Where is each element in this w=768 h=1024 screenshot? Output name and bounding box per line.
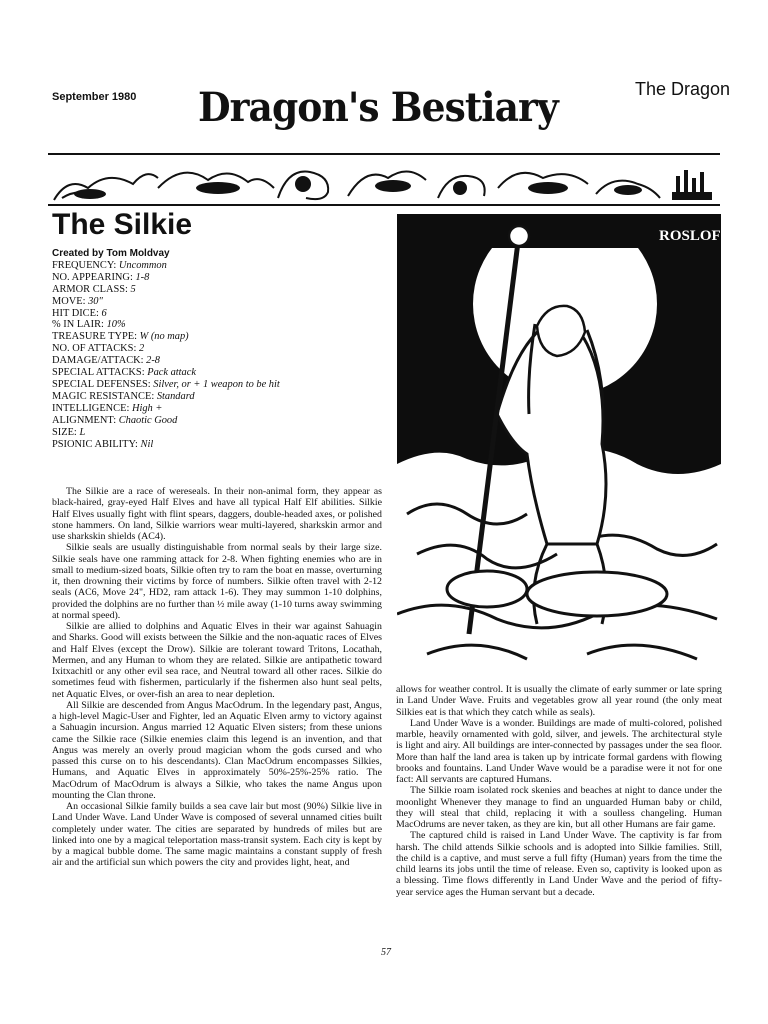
- stat-label: ALIGNMENT:: [52, 414, 117, 426]
- stat-row: [52, 427, 370, 439]
- byline: Created by Tom Moldvay: [52, 248, 170, 259]
- stat-label: PSIONIC ABILITY:: [52, 438, 138, 450]
- right-column-text: [396, 684, 722, 898]
- left-column-text: [52, 486, 382, 869]
- stat-value: Nil: [140, 438, 154, 450]
- stat-label: HIT DICE:: [52, 307, 99, 319]
- stat-value: 30": [88, 295, 103, 307]
- issue-date: September 1980: [52, 91, 137, 103]
- stat-label: MAGIC RESISTANCE:: [52, 390, 155, 402]
- stat-row: [52, 355, 370, 367]
- stat-value: 6: [101, 307, 107, 319]
- stat-row: [52, 319, 370, 331]
- body-paragraph: The Silkie roam isolated rock skenies and beaches at night to dance under the moonlight Whenever they manage to find an unguarded Human baby or child, they will steal that child, replacing it with a soulless changeling. Human MacOdrums are never taken, as they are kin, but all other Humans are fair game.: [396, 785, 722, 830]
- silkie-illustration: [397, 214, 721, 676]
- body-paragraph: Silkie are allied to dolphins and Aquatic Elves in their war against Sahuagin and Sharks. Good will exists between the Silkie and the non-aquatic races of Elves and Half Elves (except the Drow). Silkie are tolerant toward Tritons, Locathah, Mermen, and any Human to whom they are related. Silkie are antipathetic toward Ixitxachitl or any other evil sea race, and Neutral toward all other races. Silkie do sometimes feud with fishermen, particularly if the fishermen also hunt seal pelts, net Aquatic Elves, or over-fish an area to near depletion.: [52, 621, 382, 700]
- stat-value: Uncommon: [118, 259, 167, 271]
- stat-value: 5: [130, 283, 136, 295]
- stat-row: [52, 331, 370, 343]
- stat-rows: [52, 260, 370, 451]
- stat-value: 2: [138, 343, 145, 355]
- article-title: The Silkie: [52, 208, 193, 241]
- stat-value: W (no map): [139, 331, 189, 343]
- stat-label: % IN LAIR:: [52, 319, 104, 331]
- stat-value: 1-8: [135, 271, 150, 283]
- stat-value: Silver, or + 1 weapon to be hit: [153, 378, 280, 390]
- frieze-bottom-rule: [48, 204, 720, 206]
- stat-row: [52, 260, 370, 272]
- stat-value: Pack attack: [147, 367, 196, 379]
- monster-frieze-illustration: [48, 158, 720, 204]
- stat-row: [52, 439, 370, 451]
- body-paragraph: Silkie seals are usually distinguishable from normal seals by their large size. Silkie seals have one ramming attack for 2-8. When fighting enemies who are in small to medium-sized boats, Silkie often try to ram the boat en masse, overturning it, then drowning their victims by force of numbers. Silkie often travel with 2-12 seals (AC6, Move 24", HD2, ram attack 1-6). They may summon 1-10 dolphins, provided the dolphins are no further than ½ mile away (1-10 turns away swimming at normal speed).: [52, 542, 382, 621]
- stat-value: 10%: [106, 319, 126, 331]
- stat-label: SPECIAL DEFENSES:: [52, 378, 151, 390]
- body-paragraph: allows for weather control. It is usually the climate of early summer or late spring in Land Under Wave. Fruits and vegetables grow all year round (the only meat Silkies eat is that which they catch while as seals).: [396, 684, 722, 718]
- stat-label: DAMAGE/ATTACK:: [52, 355, 144, 367]
- body-paragraph: The captured child is raised in Land Under Wave. The captivity is far from harsh. The child attends Silkie schools and is adopted into Silkie families. Still, the child is a captive, and must serve a full fifty (Human) years from the time the child learns its jobs until the time of release. Even so, captivity is looked upon as a blessing. Time flows differently in Land Under Wave and the period of fifty-year service ages the Human servant but a decade.: [396, 830, 722, 898]
- body-paragraph: The Silkie are a race of wereseals. In their non-animal form, they appear as black-haired, gray-eyed Half Elves and have all typical Half Elf abilities. Silkie Half Elves usually fight with flint spears, daggers, double-headed axes, or polished stone hammers. On land, Silkie warriors wear multi-layered, sharkskin armor and use sharkskin shields (AC4).: [52, 486, 382, 542]
- stat-row: [52, 391, 370, 403]
- stat-label: SPECIAL ATTACKS:: [52, 367, 145, 379]
- stat-row: [52, 308, 370, 320]
- stat-row: [52, 415, 370, 427]
- stat-label: NO. OF ATTACKS:: [52, 343, 137, 355]
- stat-value: High +: [131, 402, 163, 414]
- body-paragraph: Land Under Wave is a wonder. Buildings are made of multi-colored, polished marble, heavily ornamented with gold, silver, and jewels. The architectural style is light and airy. All buildings are inter-connected by passages under the sea floor. More than half the land area is taken up by intricate formal gardens with flowing brooks and fountains. Land Under Wave would be a paradise were it not for one fact: All servants are captured Humans.: [396, 717, 722, 785]
- stat-label: FREQUENCY:: [52, 259, 117, 271]
- stat-label: INTELLIGENCE:: [52, 402, 130, 414]
- stat-row: [52, 379, 370, 391]
- stat-label: ARMOR CLASS:: [52, 283, 128, 295]
- stat-label: TREASURE TYPE:: [52, 331, 137, 343]
- stat-value: Standard: [156, 390, 195, 402]
- artist-signature: ROSLOF: [659, 228, 721, 244]
- stat-value: L: [79, 426, 86, 438]
- stat-label: SIZE:: [52, 426, 77, 438]
- stat-label: MOVE:: [52, 295, 86, 307]
- stat-row: [52, 272, 370, 284]
- stat-value: 2-8: [146, 355, 160, 367]
- stat-row: [52, 284, 370, 296]
- stat-block: [52, 248, 370, 450]
- magazine-name: The Dragon: [635, 79, 731, 99]
- body-paragraph: All Silkie are descended from Angus MacOdrum. In the legendary past, Angus, a high-level Magic-User and Fighter, led an Aquatic Elven army to victory against a Sahuagin incursion. Angus married 12 Aquatic Elven sisters; from these unions came the Silkie race (Silkie enemies claim this legend is an invention, and that Angus was merely an overly proud magician whom the gods cursed and who passed this curse on to his descendants). Clan MacOdrum encompasses Silkies, Humans, and Aquatic Elves in approximately 50%-25%-25% ratio. The MacOdrum of MacOdrum is always a Silkie, who takes the name Angus upon mounting the Clan throne.: [52, 699, 382, 801]
- stat-row: [52, 367, 370, 379]
- stat-row: [52, 296, 370, 308]
- body-paragraph: An occasional Silkie family builds a sea cave lair but most (90%) Silkie live in Land Under Wave. Land Under Wave is composed of several unnamed cities built completely under water. The cities are separated by hundreds of miles but are linked into one by a magical teleportation mass-transit system. Each city is kept by by a magical bubble dome. The same magic maintains a constant supply of fresh air and the artificial sun which powers the city and provides light, heat, and: [52, 801, 382, 869]
- stat-row: [52, 343, 370, 355]
- masthead-title: Dragon's Bestiary: [198, 84, 558, 131]
- stat-row: [52, 403, 370, 415]
- stat-value: Chaotic Good: [118, 414, 178, 426]
- frieze-top-rule: [48, 153, 720, 155]
- stat-label: NO. APPEARING:: [52, 271, 133, 283]
- page-number: 57: [381, 947, 391, 958]
